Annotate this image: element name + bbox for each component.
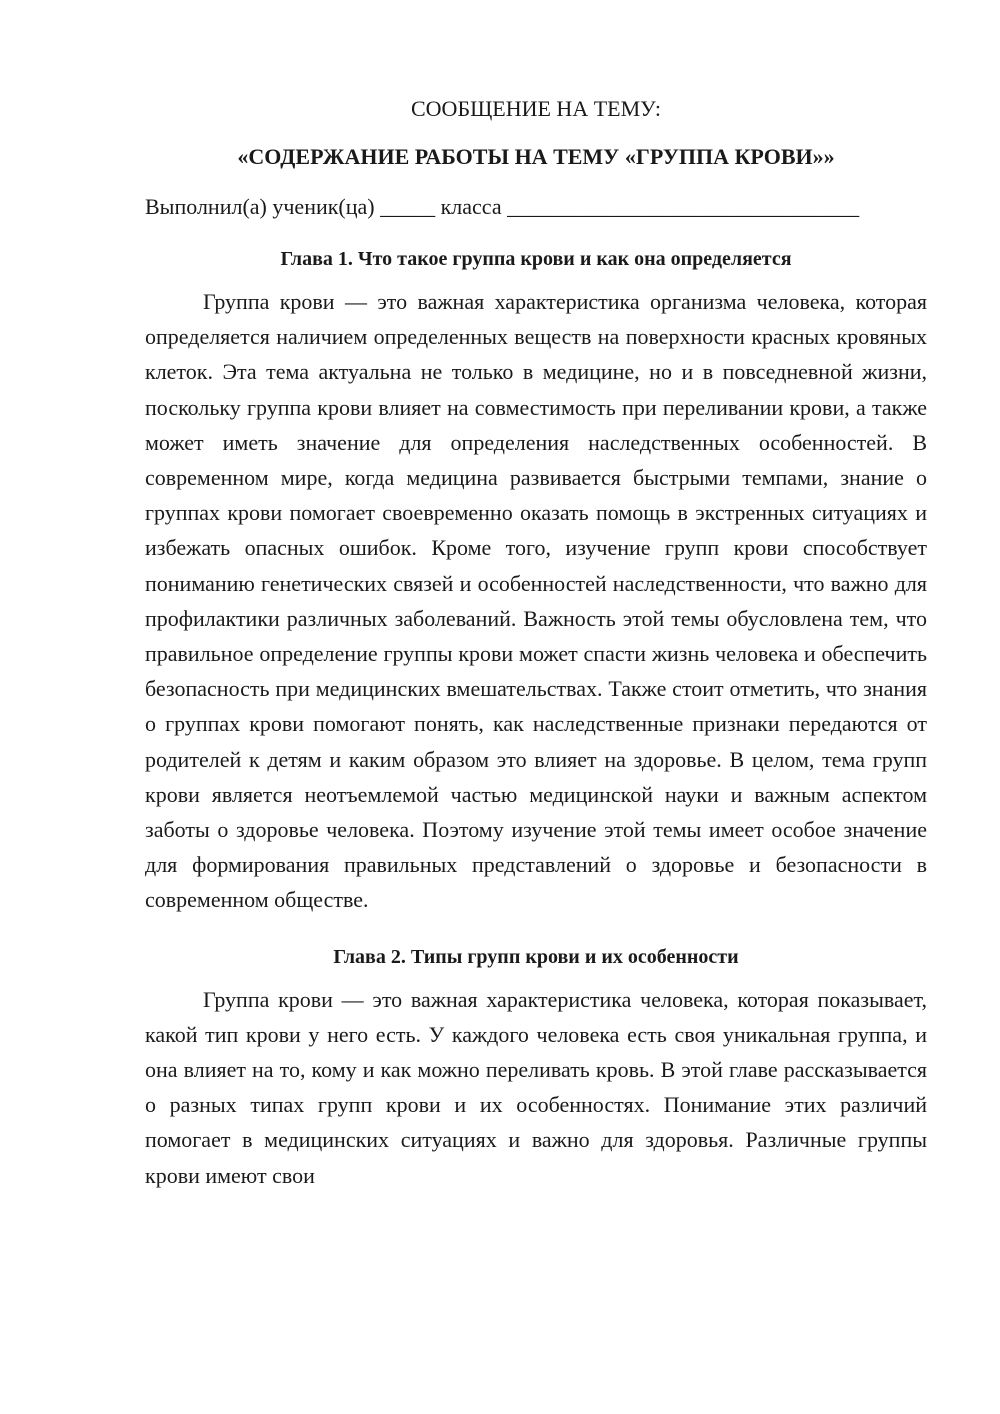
document-subtitle: «СОДЕРЖАНИЕ РАБОТЫ НА ТЕМУ «ГРУППА КРОВИ»» bbox=[237, 144, 835, 169]
chapter-2-paragraph: Группа крови — это важная характеристика человека, которая показывает, какой тип крови у него есть. У каждого человека есть своя уникальная группа, и она влияет на то, кому и как можно переливать кровь. В этой главе рассказывается о разных типах групп крови и их особенностях. Понимание этих различий помогает в медицинских ситуациях и важно для здоровья. Различные группы крови имеют свои bbox=[145, 986, 927, 1188]
document-page bbox=[145, 94, 927, 1193]
chapter-1-paragraph: Группа крови — это важная характеристика организма человека, которая определяется наличием определенных веществ на поверхности красных кровяных клеток. Эта тема актуальна не только в медицине, но и в повседневной жизни, поскольку группа крови влияет на совместимость при переливании крови, а также может иметь значение для определения наследственных особенностей. В современном мире, когда медицина развивается быстрыми темпами, знание о группах крови помогает своевременно оказать помощь в экстренных ситуациях и избежать опасных ошибок. Кроме того, изучение групп крови способствует пониманию генетических связей и особенностей наследственности, что важно для профилактики различных заболеваний. Важность этой темы обусловлена тем, что правильное определение группы крови может спасти жизнь человека и обеспечить безопасность при медицинских вмешательствах. Также стоит отметить, что знания о группах крови помогают понять, как наследственные признаки передаются от родителей к детям и каким образом это влияет на здоровье. В целом, тема групп крови является неотъемлемой частью медицинской науки и важным аспектом заботы о здоровье человека. Поэтому изучение этой темы имеет особое значение для формирования правильных представлений о здоровье и безопасности в современном обществе. bbox=[145, 289, 927, 913]
chapter-2-heading: Глава 2. Типы групп крови и их особенности bbox=[333, 945, 739, 968]
document-title: СООБЩЕНИЕ НА ТЕМУ: bbox=[411, 96, 661, 121]
author-byline: Выполнил(а) ученик(ца) _____ класса ________________________________ bbox=[145, 194, 860, 219]
chapter-1-heading: Глава 1. Что такое группа крови и как она определяется bbox=[280, 248, 792, 270]
